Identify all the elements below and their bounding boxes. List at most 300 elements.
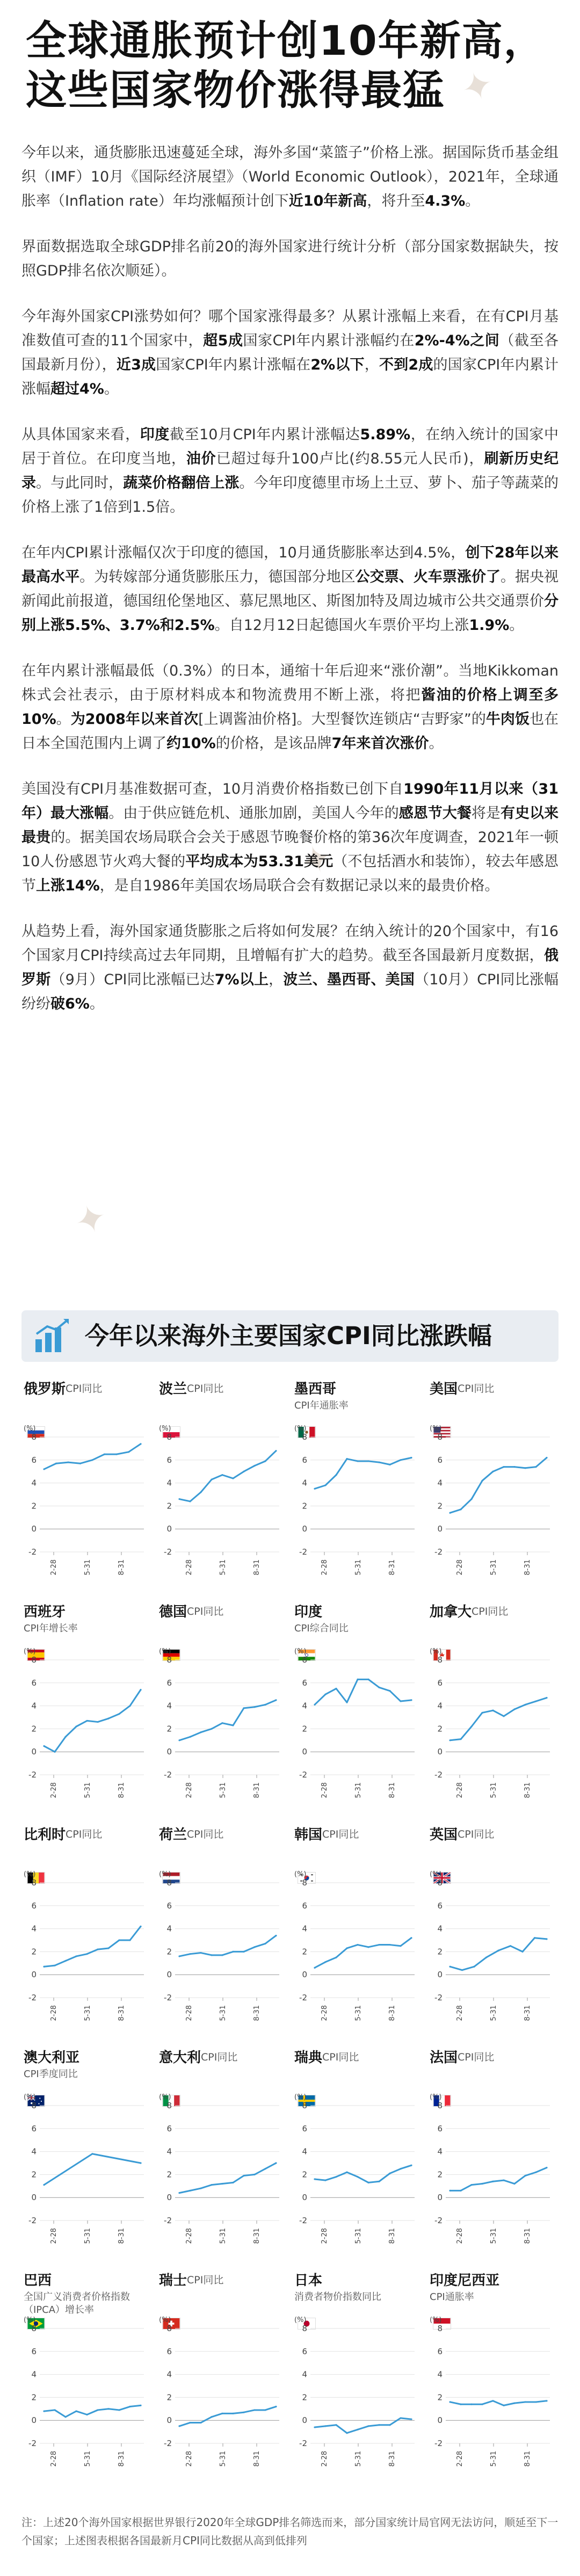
y-tick-label: 4 bbox=[302, 2146, 307, 2157]
body-text: ，将升至 bbox=[367, 193, 425, 209]
x-tick-label: 8-31 bbox=[118, 2451, 126, 2467]
axis-unit-label: (%) bbox=[159, 2316, 171, 2324]
metric-label: CPI同比 bbox=[458, 1828, 495, 1840]
highlight-text: 有史以来最贵 bbox=[21, 805, 559, 846]
data-point bbox=[324, 1484, 326, 1486]
watermark-decoration: ✦ bbox=[69, 1193, 113, 1246]
data-point bbox=[43, 2410, 45, 2412]
data-point bbox=[232, 2182, 234, 2183]
data-point bbox=[460, 2190, 461, 2192]
country-chart bbox=[159, 1375, 284, 1595]
series-line bbox=[315, 2165, 411, 2182]
axis-unit-label: (%) bbox=[430, 1425, 442, 1433]
data-point bbox=[178, 1955, 180, 1957]
data-point bbox=[492, 1471, 494, 1472]
data-point bbox=[243, 1471, 244, 1472]
data-point bbox=[335, 1688, 337, 1689]
data-point bbox=[535, 2401, 536, 2403]
footnote: 注：上述20个海外国家根据世界银行2020年全球GDP排名筛选而来，部分国家统计局官网无法访问，顺延至下一个国家；上述图表根据各国最新月CPI同比数据从高到低排列 bbox=[21, 2516, 559, 2547]
highlight-text: 分别上涨5.5%、3.7%和2.5% bbox=[21, 593, 559, 634]
country-name: 波兰 bbox=[159, 1381, 187, 1397]
data-point bbox=[389, 1944, 390, 1946]
y-tick-label: 8 bbox=[31, 1878, 37, 1888]
highlight-text: 超过4% bbox=[50, 381, 104, 397]
y-tick-label: 4 bbox=[31, 1478, 37, 1488]
y-tick-label: 4 bbox=[437, 2369, 443, 2379]
data-point bbox=[378, 2424, 380, 2426]
headline-line-2: 这些国家物价涨得最猛 bbox=[26, 66, 445, 114]
line-chart bbox=[430, 1646, 554, 1810]
data-point bbox=[200, 1491, 201, 1493]
data-point bbox=[107, 1718, 109, 1719]
data-point bbox=[253, 2174, 255, 2175]
x-tick-label: 2-28 bbox=[185, 2005, 193, 2021]
data-point bbox=[200, 2422, 201, 2423]
data-point bbox=[546, 2400, 547, 2401]
chart-header bbox=[430, 1378, 554, 1399]
body-text: ， bbox=[269, 971, 284, 988]
country-chart bbox=[159, 2043, 284, 2263]
series-line bbox=[315, 1938, 411, 1968]
data-point bbox=[449, 1512, 451, 1514]
metric-label: 全国广义消费者价格指数（IPCA）增长率 bbox=[24, 2291, 130, 2316]
body-text: 。 bbox=[89, 996, 104, 1012]
highlight-text: 酱油的价格上调至多10% bbox=[21, 687, 559, 728]
y-tick-label: -2 bbox=[299, 1770, 307, 1780]
data-point bbox=[200, 1731, 201, 1733]
data-point bbox=[324, 1694, 326, 1695]
data-point bbox=[346, 1947, 347, 1949]
country-name: 澳大利亚 bbox=[24, 2050, 80, 2066]
highlight-text: 上涨14% bbox=[36, 877, 100, 894]
data-point bbox=[140, 2405, 141, 2406]
y-tick-label: 0 bbox=[166, 1747, 172, 1757]
y-tick-label: 2 bbox=[166, 1501, 172, 1511]
x-tick-label: 5-31 bbox=[354, 1559, 363, 1576]
y-tick-label: 8 bbox=[437, 2324, 443, 2333]
line-chart bbox=[24, 1646, 148, 1810]
paragraph bbox=[21, 659, 559, 756]
data-point bbox=[264, 1704, 266, 1706]
data-point bbox=[410, 1699, 412, 1701]
highlight-text: 1.9% bbox=[469, 617, 510, 634]
axis-unit-label: (%) bbox=[24, 2093, 36, 2101]
x-tick-label: 2-28 bbox=[185, 2451, 193, 2467]
x-tick-label: 5-31 bbox=[84, 2228, 92, 2244]
chart-header bbox=[294, 1378, 419, 1399]
country-chart bbox=[430, 1598, 554, 1818]
body-text: 的价格，是该品牌 bbox=[215, 735, 332, 752]
y-tick-label: -2 bbox=[434, 1770, 443, 1780]
series-line bbox=[44, 2405, 141, 2417]
data-point bbox=[75, 1955, 77, 1957]
data-point bbox=[67, 1461, 69, 1463]
x-tick-label: 2-28 bbox=[50, 2005, 58, 2021]
data-point bbox=[378, 1687, 380, 1688]
bar-chart-icon bbox=[33, 1318, 71, 1354]
series-line bbox=[450, 1938, 547, 1970]
data-point bbox=[314, 2178, 315, 2180]
chart-header bbox=[24, 1824, 148, 1845]
data-point bbox=[449, 2190, 451, 2192]
data-point bbox=[449, 2401, 451, 2403]
y-tick-label: 6 bbox=[31, 1900, 37, 1911]
y-tick-label: 2 bbox=[437, 1501, 443, 1511]
data-point bbox=[357, 2176, 358, 2178]
data-point bbox=[189, 2190, 191, 2192]
y-tick-label: 2 bbox=[302, 2169, 307, 2180]
chart-row bbox=[24, 1598, 556, 1820]
chart-header bbox=[294, 1824, 419, 1845]
data-point bbox=[389, 2424, 390, 2426]
y-tick-label: 2 bbox=[437, 2169, 443, 2180]
data-point bbox=[264, 2409, 266, 2411]
data-point bbox=[324, 2180, 326, 2181]
data-point bbox=[253, 1465, 255, 1467]
data-point bbox=[211, 1954, 212, 1956]
x-tick-label: 8-31 bbox=[524, 1559, 532, 1576]
y-tick-label: 8 bbox=[437, 1878, 443, 1888]
y-tick-label: 2 bbox=[437, 2392, 443, 2403]
body-text: 国家CPI年内累计涨幅约在 bbox=[243, 332, 415, 349]
metric-label: CPI同比 bbox=[187, 1828, 224, 1840]
y-tick-label: 0 bbox=[437, 2193, 443, 2203]
article-body bbox=[21, 141, 559, 1037]
y-tick-label: -2 bbox=[434, 1993, 443, 2002]
body-text: 在年内CPI累计涨幅仅次于印度的德国，10月通货膨胀率达到4.5%， bbox=[21, 545, 466, 561]
y-tick-label: 6 bbox=[437, 1455, 443, 1465]
country-name: 美国 bbox=[430, 1381, 458, 1397]
data-point bbox=[178, 2425, 180, 2427]
data-point bbox=[357, 1460, 358, 1462]
chart-header bbox=[294, 2047, 419, 2068]
data-point bbox=[275, 2406, 277, 2407]
series-line bbox=[315, 1458, 411, 1489]
x-tick-label: 2-28 bbox=[321, 1559, 329, 1576]
data-point bbox=[503, 2405, 504, 2406]
data-point bbox=[513, 2403, 515, 2404]
y-tick-label: 8 bbox=[302, 2101, 307, 2110]
chart-header bbox=[24, 2047, 148, 2068]
data-point bbox=[211, 2184, 212, 2186]
x-tick-label: 5-31 bbox=[354, 2005, 363, 2021]
y-tick-label: 0 bbox=[302, 1747, 307, 1757]
data-point bbox=[264, 1943, 266, 1944]
x-tick-label: 2-28 bbox=[50, 1559, 58, 1576]
data-point bbox=[43, 1468, 45, 1470]
y-tick-label: -2 bbox=[164, 2216, 172, 2225]
x-tick-label: 2-28 bbox=[185, 2228, 193, 2244]
series-line bbox=[44, 1690, 141, 1752]
body-text: 。今年印度德里市场上土豆、萝卜、茄子等蔬菜的价格上涨了1倍到1.5倍。 bbox=[21, 475, 559, 516]
x-tick-label: 5-31 bbox=[219, 1782, 227, 1798]
highlight-text: 近3成 bbox=[116, 357, 156, 373]
y-tick-label: 0 bbox=[31, 1524, 37, 1534]
metric-label: CPI同比 bbox=[187, 2274, 224, 2286]
data-point bbox=[460, 1508, 461, 1510]
data-point bbox=[367, 2182, 369, 2183]
country-chart bbox=[24, 1375, 148, 1595]
body-text: （10月）CPI同比涨幅纷纷 bbox=[21, 971, 559, 1012]
data-point bbox=[335, 2176, 337, 2178]
axis-unit-label: (%) bbox=[294, 1648, 307, 1656]
y-tick-label: 8 bbox=[302, 1432, 307, 1442]
country-chart bbox=[24, 1598, 148, 1818]
data-point bbox=[524, 2401, 526, 2403]
axis-unit-label: (%) bbox=[430, 2093, 442, 2101]
x-tick-label: 5-31 bbox=[354, 1782, 363, 1798]
line-chart bbox=[294, 1646, 419, 1810]
y-tick-label: 0 bbox=[166, 2415, 172, 2426]
axis-unit-label: (%) bbox=[159, 1870, 171, 1878]
data-point bbox=[410, 2418, 412, 2420]
line-chart bbox=[159, 2092, 284, 2255]
data-point bbox=[492, 1710, 494, 1711]
y-tick-label: 6 bbox=[166, 1900, 172, 1911]
y-tick-label: -2 bbox=[164, 2439, 172, 2448]
data-point bbox=[481, 2404, 483, 2405]
y-tick-label: 0 bbox=[166, 1524, 172, 1534]
line-chart bbox=[24, 1423, 148, 1587]
data-point bbox=[367, 1679, 369, 1680]
body-text: ， bbox=[364, 357, 379, 373]
y-tick-label: -2 bbox=[164, 1770, 172, 1780]
y-tick-label: 4 bbox=[302, 1701, 307, 1711]
y-tick-label: 2 bbox=[31, 1501, 37, 1511]
country-name: 印度尼西亚 bbox=[430, 2273, 500, 2289]
country-chart bbox=[430, 2266, 554, 2486]
data-point bbox=[275, 1699, 277, 1701]
body-text: 界面数据选取全球GDP排名前20的海外国家进行统计分析（部分国家数据缺失，按照GDP排名依次顺延）。 bbox=[21, 238, 559, 279]
data-point bbox=[86, 1720, 88, 1722]
x-tick-label: 8-31 bbox=[253, 2228, 261, 2244]
data-point bbox=[503, 1466, 504, 1468]
y-tick-label: 0 bbox=[437, 1524, 443, 1534]
data-point bbox=[97, 1949, 98, 1950]
data-point bbox=[460, 2404, 461, 2405]
data-point bbox=[389, 2173, 390, 2174]
data-point bbox=[107, 1947, 109, 1949]
country-name: 德国 bbox=[159, 1604, 187, 1620]
body-text: 。据央视新闻此前报道，德国纽伦堡地区、慕尼黑地区、斯图加特及周边城市公共交通票价 bbox=[21, 569, 559, 609]
country-name: 巴西 bbox=[24, 2273, 52, 2289]
y-tick-label: 2 bbox=[166, 2169, 172, 2180]
data-point bbox=[54, 1964, 55, 1966]
body-text: 美国没有CPI月基准数据可查，10月消费价格指数已创下自 bbox=[21, 781, 404, 797]
body-text: ，在纳入统计的国家中居于首位。在印度当地， bbox=[21, 426, 559, 467]
y-tick-label: 8 bbox=[302, 1878, 307, 1888]
paragraph bbox=[21, 423, 559, 519]
country-name: 加拿大 bbox=[430, 1604, 472, 1620]
chart-grid bbox=[24, 1375, 556, 2489]
y-tick-label: 4 bbox=[166, 2369, 172, 2379]
data-point bbox=[64, 2416, 66, 2418]
country-name: 俄罗斯 bbox=[24, 1381, 66, 1397]
y-tick-label: 0 bbox=[437, 1970, 443, 1980]
metric-label: CPI同比 bbox=[458, 2051, 495, 2063]
y-tick-label: 6 bbox=[437, 2123, 443, 2134]
country-chart bbox=[24, 2266, 148, 2486]
y-tick-label: 6 bbox=[31, 2346, 37, 2356]
y-tick-label: 6 bbox=[437, 2346, 443, 2356]
data-point bbox=[378, 1944, 380, 1946]
x-tick-label: 8-31 bbox=[253, 2005, 261, 2021]
line-chart bbox=[159, 1646, 284, 1810]
body-text: ，是自1986年美国农场局联合会有数据记录以来的最贵价格。 bbox=[99, 877, 499, 894]
data-point bbox=[546, 1697, 547, 1699]
highlight-text: 蔬菜价格翻倍上涨 bbox=[123, 475, 240, 491]
body-text: 的。据美国农场局联合会关于感恩节晚餐价格的第36次年度调查，2021年一顿10人份感恩节火鸡大餐的 bbox=[21, 829, 559, 870]
data-point bbox=[86, 2414, 88, 2415]
axis-unit-label: (%) bbox=[294, 1425, 307, 1433]
data-point bbox=[221, 1954, 223, 1956]
axis-unit-label: (%) bbox=[430, 1648, 442, 1656]
data-point bbox=[470, 1498, 472, 1500]
country-chart bbox=[294, 2043, 419, 2263]
y-tick-label: 8 bbox=[31, 1655, 37, 1665]
axis-unit-label: (%) bbox=[430, 1870, 442, 1878]
data-point bbox=[460, 1738, 461, 1740]
series-line bbox=[44, 1444, 141, 1469]
metric-label: 消费者物价指数同比 bbox=[294, 2291, 381, 2303]
line-chart bbox=[159, 1869, 284, 2033]
y-tick-label: 6 bbox=[437, 1678, 443, 1688]
data-point bbox=[513, 1466, 515, 1468]
y-tick-label: 6 bbox=[166, 1678, 172, 1688]
y-tick-label: 2 bbox=[31, 1724, 37, 1734]
chart-header bbox=[430, 1601, 554, 1622]
body-text: 。 bbox=[429, 735, 444, 752]
data-point bbox=[346, 1458, 347, 1460]
line-chart bbox=[294, 2092, 419, 2255]
x-tick-label: 8-31 bbox=[253, 2451, 261, 2467]
x-tick-label: 8-31 bbox=[388, 2228, 396, 2244]
data-point bbox=[513, 1708, 515, 1710]
paragraph bbox=[21, 777, 559, 898]
data-point bbox=[400, 1945, 401, 1947]
country-chart bbox=[159, 1820, 284, 2041]
data-point bbox=[221, 1474, 223, 1476]
series-line bbox=[179, 1935, 276, 1956]
data-point bbox=[314, 2426, 315, 2428]
chart-header bbox=[430, 2269, 554, 2291]
highlight-text: 破6% bbox=[50, 996, 90, 1012]
chart-header bbox=[159, 1601, 284, 1622]
data-point bbox=[104, 1454, 105, 1455]
y-tick-label: 4 bbox=[166, 1924, 172, 1934]
country-name: 比利时 bbox=[24, 1827, 66, 1843]
y-tick-label: 6 bbox=[302, 1678, 307, 1688]
x-tick-label: 2-28 bbox=[50, 2228, 58, 2244]
data-point bbox=[535, 2172, 536, 2173]
body-text: 今年以来，通货膨胀迅速蔓延全球，海外多国“菜篮子”价格上涨。据国际货币基金组织（IMF）10月《国际经济展望》（World Economic Outlook），2021年，全球通胀率（Inflation rate）年均涨幅预计创下 bbox=[21, 144, 559, 209]
y-tick-label: 2 bbox=[302, 1724, 307, 1734]
data-point bbox=[253, 1946, 255, 1948]
x-tick-label: 5-31 bbox=[219, 1559, 227, 1576]
body-text: 也在日本全国范围内上调了 bbox=[21, 711, 559, 752]
data-point bbox=[481, 1712, 483, 1714]
y-tick-label: 2 bbox=[302, 1947, 307, 1957]
country-name: 瑞典 bbox=[294, 2050, 323, 2066]
data-point bbox=[91, 2153, 93, 2154]
data-point bbox=[335, 1957, 337, 1958]
y-tick-label: 2 bbox=[166, 1947, 172, 1957]
data-point bbox=[54, 1751, 55, 1753]
country-chart bbox=[159, 2266, 284, 2486]
country-name: 意大利 bbox=[159, 2050, 201, 2066]
data-point bbox=[75, 1726, 77, 1728]
x-tick-label: 2-28 bbox=[321, 2005, 329, 2021]
data-point bbox=[410, 2165, 412, 2166]
y-tick-label: 2 bbox=[166, 2392, 172, 2403]
y-tick-label: 8 bbox=[302, 2324, 307, 2333]
data-point bbox=[232, 1951, 234, 1953]
data-point bbox=[118, 1713, 120, 1715]
line-chart bbox=[430, 1423, 554, 1587]
series-line bbox=[450, 1698, 547, 1740]
y-tick-label: 4 bbox=[437, 1924, 443, 1934]
y-tick-label: 4 bbox=[302, 1478, 307, 1488]
data-point bbox=[513, 2183, 515, 2185]
y-tick-label: 2 bbox=[302, 2392, 307, 2403]
paragraph bbox=[21, 235, 559, 283]
data-point bbox=[140, 2162, 141, 2164]
data-point bbox=[473, 1966, 475, 1968]
y-tick-label: -2 bbox=[299, 2439, 307, 2448]
country-chart bbox=[24, 1820, 148, 2041]
highlight-text: 7年来首次涨价 bbox=[331, 735, 429, 752]
data-point bbox=[546, 2167, 547, 2168]
series-line bbox=[450, 2401, 547, 2406]
data-point bbox=[546, 1938, 547, 1940]
data-point bbox=[449, 1966, 451, 1968]
line-chart bbox=[430, 1869, 554, 2033]
data-point bbox=[107, 2408, 109, 2410]
data-point bbox=[410, 1937, 412, 1939]
series-line bbox=[450, 1458, 547, 1513]
paragraph bbox=[21, 919, 559, 1016]
y-tick-label: 8 bbox=[166, 2324, 172, 2333]
y-tick-label: -2 bbox=[434, 2439, 443, 2448]
data-point bbox=[221, 2413, 223, 2414]
data-point bbox=[324, 2425, 326, 2427]
metric-label: CPI年增长率 bbox=[24, 1623, 78, 1634]
axis-unit-label: (%) bbox=[159, 1425, 171, 1433]
chart-row bbox=[24, 1375, 556, 1598]
data-point bbox=[178, 2192, 180, 2194]
body-text: 在年内累计涨幅最低（0.3%）的日本，通缩十年后迎来“涨价潮”。当地Kikkoman株式会社表示，由于原材料成本和物流费用不断上涨，将把 bbox=[21, 663, 559, 703]
x-tick-label: 8-31 bbox=[388, 2451, 396, 2467]
y-tick-label: -2 bbox=[28, 2439, 37, 2448]
y-tick-label: 6 bbox=[302, 2123, 307, 2134]
y-tick-label: 0 bbox=[302, 1524, 307, 1534]
y-tick-label: 0 bbox=[437, 2415, 443, 2426]
country-name: 墨西哥 bbox=[294, 1381, 337, 1397]
y-tick-label: 8 bbox=[31, 2101, 37, 2110]
highlight-text: 公交票、火车票涨价了 bbox=[355, 569, 501, 585]
data-point bbox=[335, 1474, 337, 1476]
metric-label: CPI同比 bbox=[66, 1383, 103, 1395]
data-point bbox=[232, 1477, 234, 1479]
data-point bbox=[140, 1689, 141, 1690]
country-chart bbox=[294, 1820, 419, 2041]
data-point bbox=[64, 1736, 66, 1738]
x-tick-label: 5-31 bbox=[354, 2451, 363, 2467]
data-point bbox=[264, 1460, 266, 1462]
data-point bbox=[314, 1967, 315, 1969]
line-chart bbox=[24, 1869, 148, 2033]
data-point bbox=[481, 2183, 483, 2185]
